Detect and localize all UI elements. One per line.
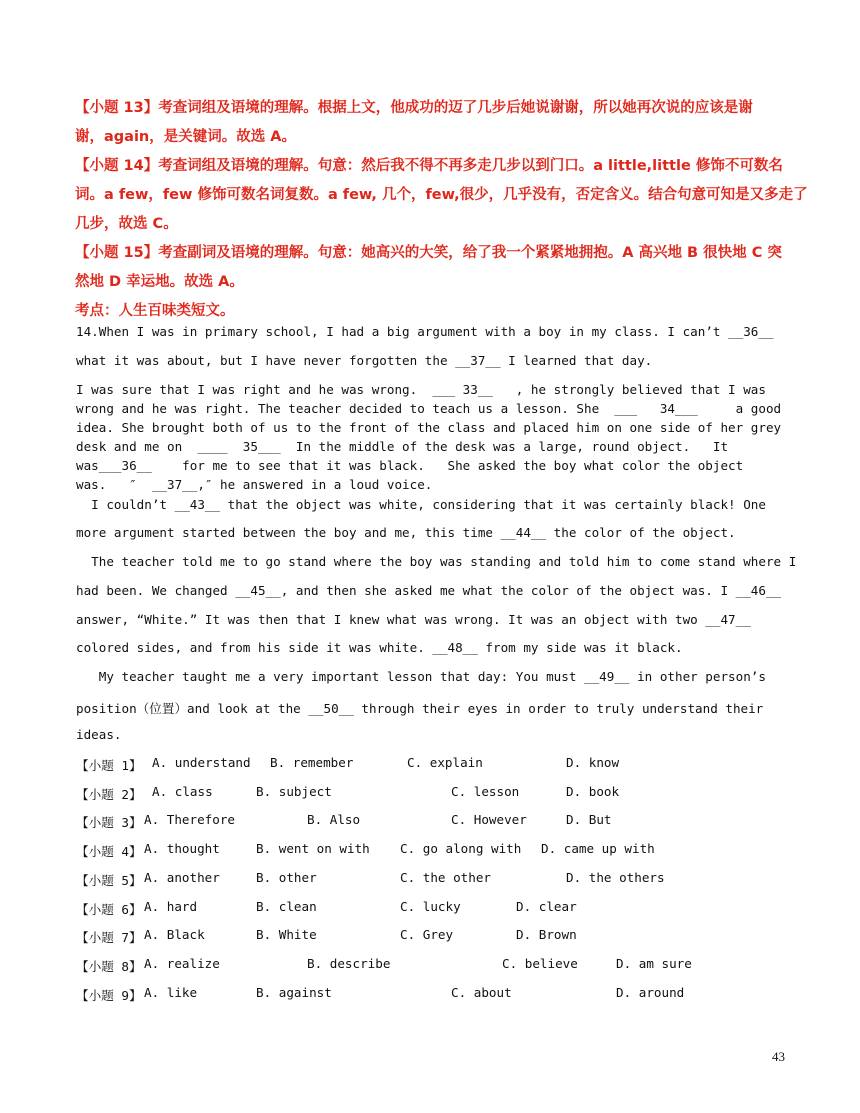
option-d: D. came up with — [541, 841, 655, 856]
passage-line: I couldn’t __43__ that the object was white, considering that it was certainly black! One — [76, 497, 766, 512]
passage-line: colored sides, and from his side it was white. __48__ from my side was it black. — [76, 640, 683, 655]
question-item — [76, 841, 655, 861]
page-number: 43 — [772, 1049, 785, 1064]
option-c: C. However — [451, 812, 527, 827]
answer-note-line: 几步，故选 C。 — [75, 216, 178, 232]
option-b: B. remember — [270, 755, 354, 770]
question-item — [76, 985, 685, 1005]
question-label: 【小题 3】 — [76, 815, 142, 830]
passage-line: My teacher taught me a very important lesson that day: You must __49__ in other person’s — [76, 669, 766, 684]
passage-line: The teacher told me to go stand where the boy was standing and told him to come stand where I — [76, 554, 797, 569]
option-d: D. book — [566, 784, 620, 799]
answer-note-line: 然地 D 幸运地。故选 A。 — [75, 274, 244, 290]
question-label: 【小题 4】 — [76, 844, 142, 859]
question-item — [76, 956, 692, 976]
question-item — [76, 870, 665, 890]
passage-line: I was sure that I was right and he was wrong. ___ 33__ , he strongly believed that I was — [76, 382, 766, 397]
question-item — [76, 784, 620, 804]
option-b: B. went on with — [256, 841, 370, 856]
question-label: 【小题 6】 — [76, 902, 142, 917]
passage-line: was___36__ for me to see that it was black. She asked the boy what color the object — [76, 458, 744, 473]
option-d: D. around — [616, 985, 685, 1000]
option-a: A. another — [144, 870, 220, 885]
passage-line: what it was about, but I have never forgotten the __37__ I learned that day. — [76, 353, 653, 368]
option-d: D. the others — [566, 870, 665, 885]
option-b: B. White — [256, 927, 317, 942]
option-b: B. other — [256, 870, 317, 885]
option-d: D. clear — [516, 899, 577, 914]
passage-line: had been. We changed __45__, and then she asked me what the color of the object was. I __46__ — [76, 583, 782, 598]
option-a: A. like — [144, 985, 198, 1000]
passage-line: desk and me on ____ 35___ In the middle of the desk was a large, round object. It — [76, 439, 729, 454]
option-c: C. go along with — [400, 841, 522, 856]
answer-note-line: 【小题 14】考查词组及语境的理解。句意：然后我不得不再多走几步以到门口。a little,little 修饰不可数名 — [75, 158, 783, 174]
question-label: 【小题 9】 — [76, 988, 142, 1003]
option-d: D. am sure — [616, 956, 692, 971]
question-item — [76, 755, 620, 775]
passage-line: position（位置）and look at the __50__ through their eyes in order to truly understand their — [76, 701, 764, 716]
question-item — [76, 927, 577, 947]
question-label: 【小题 2】 — [76, 787, 142, 802]
question-label: 【小题 1】 — [76, 758, 142, 773]
question-label: 【小题 7】 — [76, 930, 142, 945]
option-c: C. the other — [400, 870, 491, 885]
option-a: A. understand — [152, 755, 251, 770]
option-b: B. describe — [307, 956, 391, 971]
option-d: D. know — [566, 755, 620, 770]
passage-line: more argument started between the boy and me, this time __44__ the color of the object. — [76, 525, 736, 540]
option-b: B. Also — [307, 812, 361, 827]
option-a: A. Black — [144, 927, 205, 942]
answer-note-line: 【小题 15】考查副词及语境的理解。句意：她高兴的大笑，给了我一个紧紧地拥抱。A 高兴地 B 很快地 C 突 — [75, 245, 782, 261]
option-c: C. Grey — [400, 927, 454, 942]
answer-note-line: 【小题 13】考查词组及语境的理解。根据上文，他成功的迈了几步后她说谢谢，所以她再次说的应该是谢 — [75, 100, 753, 116]
question-item — [76, 899, 577, 919]
option-b: B. against — [256, 985, 332, 1000]
answer-note-line: 考点：人生百味类短文。 — [75, 303, 235, 319]
passage-line: was. ″ __37__,″ he answered in a loud voice. — [76, 477, 433, 492]
option-d: D. Brown — [516, 927, 577, 942]
answer-note-line: 词。a few，few 修饰可数名词复数。a few, 几个，few,很少，几乎没有，否定含义。结合句意可知是又多走了 — [75, 187, 808, 203]
option-a: A. hard — [144, 899, 198, 914]
option-d: D. But — [566, 812, 612, 827]
option-c: C. lucky — [400, 899, 461, 914]
option-c: C. lesson — [451, 784, 520, 799]
option-b: B. clean — [256, 899, 317, 914]
question-item — [76, 812, 612, 832]
question-label: 【小题 8】 — [76, 959, 142, 974]
passage-line: idea. She brought both of us to the front of the class and placed him on one side of her grey — [76, 420, 782, 435]
option-a: A. class — [152, 784, 213, 799]
passage-line: ideas. — [76, 727, 122, 742]
answer-notes — [75, 94, 808, 326]
option-a: A. thought — [144, 841, 220, 856]
option-c: C. believe — [502, 956, 578, 971]
option-a: A. realize — [144, 956, 220, 971]
option-a: A. Therefore — [144, 812, 235, 827]
option-c: C. explain — [407, 755, 483, 770]
passage-line: answer, “White.” It was then that I knew what was wrong. It was an object with two __47__ — [76, 612, 751, 627]
answer-note-line: 谢，again，是关键词。故选 A。 — [75, 129, 297, 145]
passage-line: 14.When I was in primary school, I had a big argument with a boy in my class. I can’t __36__ — [76, 324, 774, 339]
option-b: B. subject — [256, 784, 332, 799]
passage-line: wrong and he was right. The teacher decided to teach us a lesson. She ___ 34___ a good — [76, 401, 782, 416]
question-label: 【小题 5】 — [76, 873, 142, 888]
option-c: C. about — [451, 985, 512, 1000]
